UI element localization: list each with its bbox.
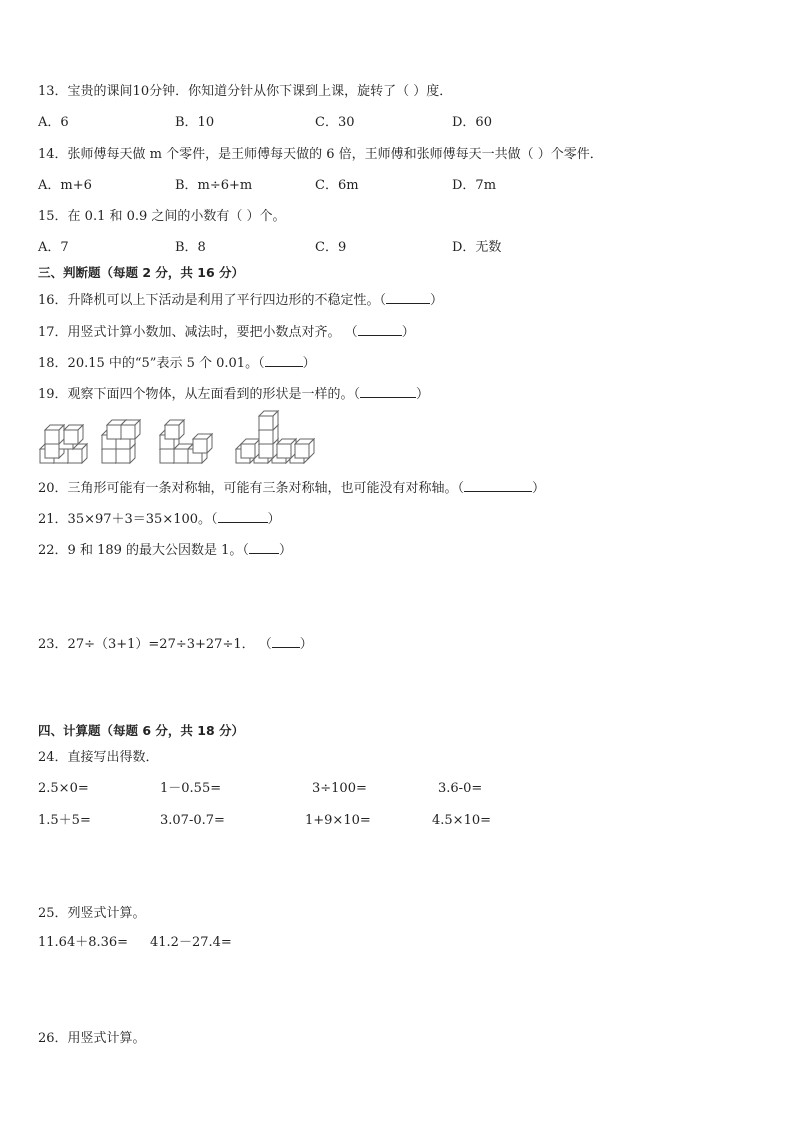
question-13: 13．宝贵的课间10分钟．你知道分针从你下课到上课，旋转了（ ）度． bbox=[38, 84, 453, 99]
question-15: 15．在 0.1 和 0.9 之间的小数有（ ）个。 bbox=[38, 209, 286, 224]
q24-item: 4.5×10= bbox=[432, 813, 492, 828]
q18-answer-blank[interactable] bbox=[265, 354, 303, 367]
question-17 bbox=[38, 323, 415, 342]
question-22 bbox=[38, 541, 292, 560]
question-20 bbox=[38, 479, 545, 498]
question-16 bbox=[38, 291, 443, 310]
q15-option-a[interactable]: A．7 bbox=[38, 240, 69, 255]
q25-item: 11.64＋8.36= bbox=[38, 935, 129, 950]
q24-item: 3.07-0.7= bbox=[160, 813, 225, 828]
q24-item: 1.5＋5= bbox=[38, 813, 91, 828]
cube-figure-1 bbox=[40, 425, 87, 463]
question-23-text: 23．27÷（3+1）=27÷3+27÷1． （ bbox=[38, 637, 272, 652]
cube-drawings-svg bbox=[38, 410, 338, 468]
q22-close: ） bbox=[278, 543, 292, 558]
q24-item: 1+9×10= bbox=[305, 813, 371, 828]
question-22-text: 22．9 和 189 的最大公因数是 1。（ bbox=[38, 543, 249, 558]
question-18-text: 18．20.15 中的“5”表示 5 个 0.01。（ bbox=[38, 356, 265, 371]
q16-close: ） bbox=[430, 293, 444, 308]
q20-close: ） bbox=[532, 481, 546, 496]
q23-close: ） bbox=[299, 637, 313, 652]
q13-option-c[interactable]: C．30 bbox=[315, 115, 355, 130]
section-3-heading: 三、判断题（每题 2 分，共 16 分） bbox=[38, 265, 245, 280]
question-14: 14．张师傅每天做 m 个零件，是王师傅每天做的 6 倍，王师傅和张师傅每天一共做（ ）个零件． bbox=[38, 147, 603, 162]
question-24: 24．直接写出得数． bbox=[38, 750, 159, 765]
q19-close: ） bbox=[416, 387, 430, 402]
question-19 bbox=[38, 385, 429, 404]
q19-answer-blank[interactable] bbox=[360, 385, 416, 398]
q14-option-a[interactable]: A．m+6 bbox=[38, 178, 92, 193]
cube-figure-4 bbox=[236, 411, 314, 463]
question-19-text: 19．观察下面四个物体，从左面看到的形状是一样的。（ bbox=[38, 387, 361, 402]
question-23 bbox=[38, 635, 313, 654]
q14-option-b[interactable]: B．m÷6+m bbox=[175, 178, 253, 193]
question-18 bbox=[38, 354, 316, 373]
q18-close: ） bbox=[302, 356, 316, 371]
q13-option-b[interactable]: B．10 bbox=[175, 115, 215, 130]
q24-item: 1－0.55= bbox=[160, 781, 222, 796]
q25-item: 41.2－27.4= bbox=[150, 935, 232, 950]
q21-answer-blank[interactable] bbox=[218, 510, 268, 523]
question-20-text: 20．三角形可能有一条对称轴，可能有三条对称轴，也可能没有对称轴。（ bbox=[38, 481, 465, 496]
q17-answer-blank[interactable] bbox=[358, 323, 402, 336]
question-26: 26．用竖式计算。 bbox=[38, 1031, 146, 1046]
q14-option-c[interactable]: C．6m bbox=[315, 178, 359, 193]
q24-item: 3.6-0= bbox=[438, 781, 483, 796]
q24-item: 3÷100= bbox=[312, 781, 367, 796]
q15-option-b[interactable]: B．8 bbox=[175, 240, 206, 255]
cube-figure-2 bbox=[102, 420, 140, 463]
q13-option-d[interactable]: D．60 bbox=[452, 115, 492, 130]
cube-figure-3 bbox=[160, 420, 212, 463]
q23-answer-blank[interactable] bbox=[272, 635, 300, 648]
q16-answer-blank[interactable] bbox=[386, 291, 430, 304]
q24-item: 2.5×0= bbox=[38, 781, 89, 796]
question-16-text: 16．升降机可以上下活动是利用了平行四边形的不稳定性。（ bbox=[38, 293, 387, 308]
question-17-text: 17．用竖式计算小数加、减法时，要把小数点对齐。 （ bbox=[38, 325, 358, 340]
q14-option-d[interactable]: D．7m bbox=[452, 178, 497, 193]
q17-close: ） bbox=[401, 325, 415, 340]
q20-answer-blank[interactable] bbox=[464, 479, 532, 492]
q13-option-a[interactable]: A．6 bbox=[38, 115, 69, 130]
q15-option-c[interactable]: C．9 bbox=[315, 240, 347, 255]
question-21-text: 21．35×97＋3＝35×100。（ bbox=[38, 512, 218, 527]
q21-close: ） bbox=[267, 512, 281, 527]
question-25: 25．列竖式计算。 bbox=[38, 906, 146, 921]
q22-answer-blank[interactable] bbox=[249, 541, 279, 554]
question-21 bbox=[38, 510, 281, 529]
section-4-heading: 四、计算题（每题 6 分，共 18 分） bbox=[38, 723, 245, 738]
q15-option-d[interactable]: D．无数 bbox=[452, 240, 502, 255]
q19-cube-figures bbox=[38, 410, 338, 472]
